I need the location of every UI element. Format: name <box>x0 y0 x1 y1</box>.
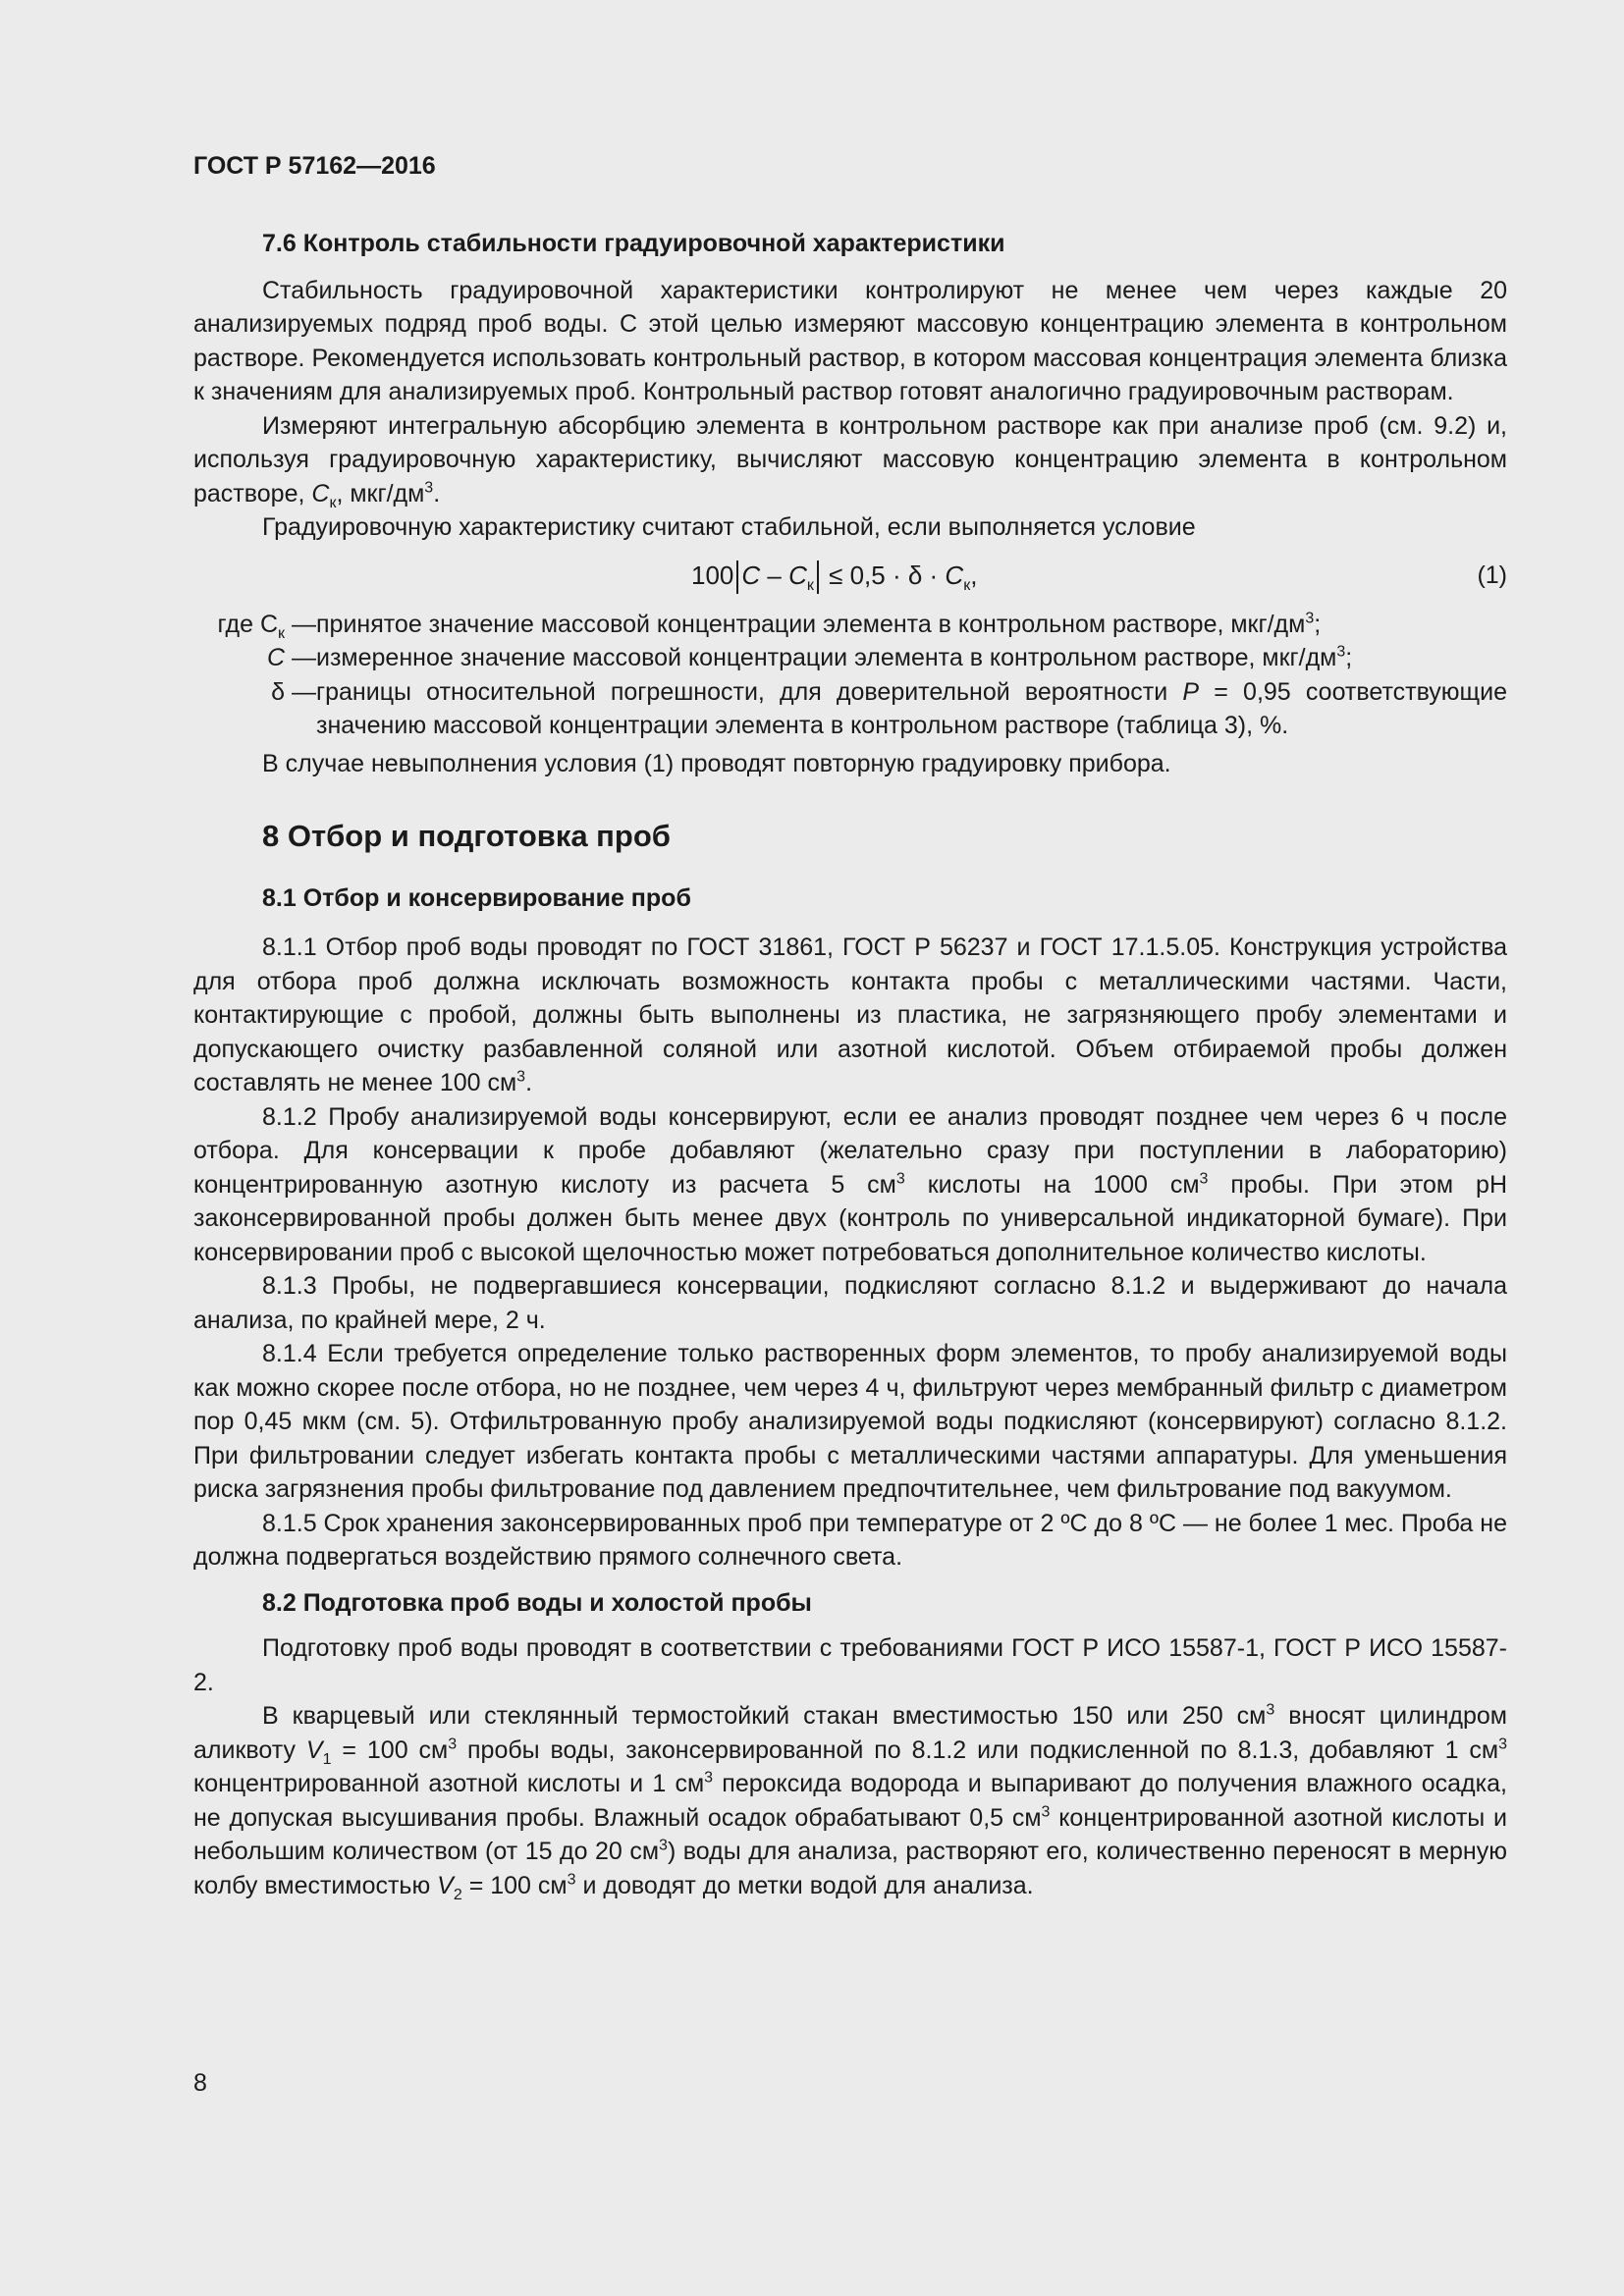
formula-expression: 100 $C - C_к \le 0,5 \cdot \delta \cdot C_к$, <box>691 560 978 594</box>
legend-item: δ — границы относительной погрешности, для доверительной вероятности P = 0,95 соответствующие значению массовой концентрации элемента в контрольном растворе (таблица 3), %. <box>271 677 1507 739</box>
paragraph: 8.1.1 Отбор проб воды проводят по ГОСТ 31861, ГОСТ Р 56237 и ГОСТ 17.1.5.05. Конструкция устройства для отбора проб должна исключать возможность контакта пробы с металлическими частями. Части, контактирующие с пробой, должны быть выполнены из пластика, не загрязняющего пробу элементами и допускающего очистку разбавленной соляной или азотной кислотой. Объем отбираемой пробы должен составлять не менее 100 $см^3$. <box>193 934 1507 1096</box>
paragraph: 8.1.3 Пробы, не подвергавшиеся консервации, подкисляют согласно 8.1.2 и выдерживают до начала анализа, по крайней мере, 2 ч. <box>193 1272 1507 1334</box>
formula-number: (1) <box>1477 561 1507 589</box>
paragraph: Измеряют интегральную абсорбцию элемента в контрольном растворе как при анализе проб (см. 9.2) и, используя градуировочную характеристику, вычисляют массовую концентрацию элемента в контрольном растворе, $C_к$, мкг/$дм^3$. <box>193 411 1507 511</box>
paragraph: В случае невыполнения условия (1) проводят повторную градуировку прибора. <box>262 749 1171 777</box>
legend-item: где $C_к$ — принятое значение массовой концентрации элемента в контрольном растворе, мкг/$дм^3$; <box>217 610 1322 642</box>
paragraph: В кварцевый или стеклянный термостойкий стакан вместимостью 150 или 250 $см^3$ вносят цилиндром аликвоту $V_1 = 100$ $см^3$ пробы воды, законсервированной по 8.1.2 или подкисленной по 8.1.3, добавляют 1 $см^3$ концентрированной азотной кислоты и 1 $см^3$ пероксида водорода и выпаривают до получения влажного осадка, не допуская высушивания пробы. Влажный осадок обрабатывают 0,5 $см^3$ концентрированной азотной кислоты и небольшим количеством (от 15 до 20 $см^3$) воды для анализа, растворяют его, количественно переносят в мерную колбу вместимостью $V_2 = 100$ $см^3$ и доводят до метки водой для анализа. <box>193 1701 1507 1903</box>
page-number: 8 <box>193 2069 207 2097</box>
formula-legend <box>193 608 1507 743</box>
paragraph: 8.1.2 Пробу анализируемой воды консервируют, если ее анализ проводят позднее чем через 6 ч после отбора. Для консервации к пробе добавляют (желательно сразу при поступлении в лабораторию) концентрированную азотную кислоту из расчета 5 $см^3$ кислоты на 1000 $см^3$ пробы. При этом pH законсервированной пробы должен быть менее двух (контроль по универсальной индикаторной бумаге). При консервировании проб с высокой щелочностью может потребоваться дополнительное количество кислоты. <box>193 1102 1508 1266</box>
paragraph: Стабильность градуировочной характеристики контролируют не менее чем через каждые 20 анализируемых подряд проб воды. С этой целью измеряют массовую концентрацию элемента в контрольном растворе. Рекомендуется использовать контрольный раствор, в котором массовая концентрация элемента близка к значениям для анализируемых проб. Контрольный раствор готовят аналогично градуировочным растворам. <box>193 276 1507 405</box>
paragraph: Градуировочную характеристику считают стабильной, если выполняется условие <box>262 513 1196 541</box>
paragraph: Подготовку проб воды проводят в соответствии с требованиями ГОСТ Р ИСО 15587-1, ГОСТ Р ИСО 15587-2. <box>193 1634 1507 1696</box>
section-8-title: 8 Отбор и подготовка проб <box>262 819 671 853</box>
section-8-1-title: 8.1 Отбор и консервирование проб <box>262 883 691 912</box>
paragraph: 8.1.5 Срок хранения законсервированных проб при температуре от 2 ºC до 8 ºC — не более 1 мес. Проба не должна подвергаться воздействию прямого солнечного света. <box>193 1509 1507 1571</box>
document-header: ГОСТ Р 57162—2016 <box>193 152 436 180</box>
formula-1 <box>193 553 1507 600</box>
section-7-6-title: 7.6 Контроль стабильности градуировочной характеристики <box>262 230 1005 257</box>
section-8-2-title: 8.2 Подготовка проб воды и холостой пробы <box>262 1588 812 1617</box>
legend-item: C — измеренное значение массовой концентрации элемента в контрольном растворе, мкг/$дм^3$; <box>266 643 1353 671</box>
page-content <box>193 216 1507 1902</box>
paragraph: 8.1.4 Если требуется определение только растворенных форм элементов, то пробу анализируемой воды как можно скорее после отбора, но не позднее, чем через 4 ч, фильтруют через мембранный фильтр с диаметром пор 0,45 мкм (см. 5). Отфильтрованную пробу анализируемой воды подкисляют (консервируют) согласно 8.1.2. При фильтровании следует избегать контакта пробы с металлическими частями аппаратуры. Для уменьшения риска загрязнения пробы фильтрование под давлением предпочтительнее, чем фильтрование под вакуумом. <box>193 1340 1507 1503</box>
